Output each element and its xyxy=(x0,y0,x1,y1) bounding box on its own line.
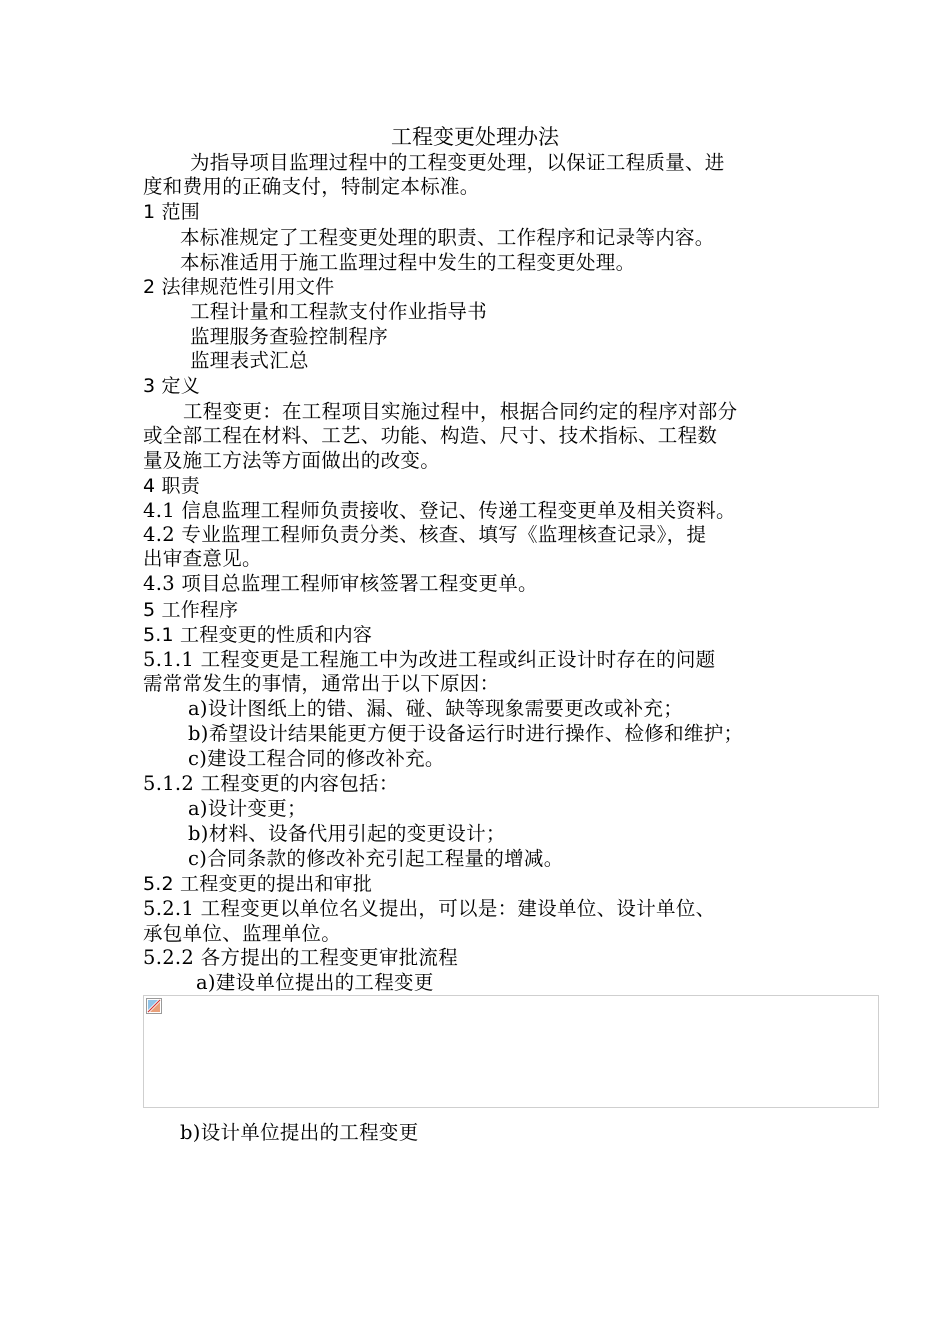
heading-references: 2 法律规范性引用文件 xyxy=(143,276,335,298)
definition-line-3: 量及施工方法等方面做出的改变。 xyxy=(143,449,441,472)
list-item: a)设计变更； xyxy=(188,797,307,820)
document-title: 工程变更处理办法 xyxy=(391,125,559,149)
list-item: b)希望设计结果能更方便于设备运行时进行操作、检修和维护； xyxy=(188,722,744,745)
list-item: b)材料、设备代用引起的变更设计； xyxy=(188,822,506,845)
reference-item: 监理表式汇总 xyxy=(190,349,309,372)
para-5-2-1-line-1: 5.2.1 工程变更以单位名义提出，可以是：建设单位、设计单位、 xyxy=(143,897,716,920)
heading-5-1: 5.1 工程变更的性质和内容 xyxy=(143,624,373,646)
heading-5-2: 5.2 工程变更的提出和审批 xyxy=(143,873,373,895)
para-5-1-1-line-1: 5.1.1 工程变更是工程施工中为改进工程或纠正设计时存在的问题 xyxy=(143,648,716,671)
scope-line-2: 本标准适用于施工监理过程中发生的工程变更处理。 xyxy=(180,251,636,274)
list-item: c)建设工程合同的修改补充。 xyxy=(188,747,445,770)
heading-scope: 1 范围 xyxy=(143,201,200,223)
subitem-b: b)设计单位提出的工程变更 xyxy=(180,1121,419,1144)
para-5-1-1-line-2: 需常常发生的事情，通常出于以下原因： xyxy=(143,672,500,695)
broken-image-icon xyxy=(146,998,162,1014)
subitem-a: a)建设单位提出的工程变更 xyxy=(196,971,434,994)
scope-line-1: 本标准规定了工程变更处理的职责、工作程序和记录等内容。 xyxy=(180,226,715,249)
reference-item: 工程计量和工程款支付作业指导书 xyxy=(190,300,488,323)
list-item: c)合同条款的修改补充引起工程量的增减。 xyxy=(188,847,564,870)
duty-4-1: 4.1 信息监理工程师负责接收、登记、传递工程变更单及相关资料。 xyxy=(143,499,736,522)
intro-line-1: 为指导项目监理过程中的工程变更处理，以保证工程质量、进 xyxy=(190,151,725,174)
heading-procedure: 5 工作程序 xyxy=(143,599,239,621)
para-5-2-2: 5.2.2 各方提出的工程变更审批流程 xyxy=(143,946,459,969)
list-item: a)设计图纸上的错、漏、碰、缺等现象需要更改或补充； xyxy=(188,697,684,720)
duty-4-2-line-2: 出审查意见。 xyxy=(143,547,262,570)
para-5-1-2: 5.1.2 工程变更的内容包括： xyxy=(143,772,399,795)
heading-definition: 3 定义 xyxy=(143,375,200,397)
definition-line-1: 工程变更：在工程项目实施过程中，根据合同约定的程序对部分 xyxy=(183,400,738,423)
para-5-2-1-line-2: 承包单位、监理单位。 xyxy=(143,922,342,945)
heading-duties: 4 职责 xyxy=(143,475,200,497)
missing-flowchart-image xyxy=(143,995,879,1108)
duty-4-2-line-1: 4.2 专业监理工程师负责分类、核查、填写《监理核查记录》，提 xyxy=(143,523,707,546)
reference-item: 监理服务查验控制程序 xyxy=(190,325,389,348)
intro-line-2: 度和费用的正确支付，特制定本标准。 xyxy=(143,175,480,198)
definition-line-2: 或全部工程在材料、工艺、功能、构造、尺寸、技术指标、工程数 xyxy=(143,424,718,447)
duty-4-3: 4.3 项目总监理工程师审核签署工程变更单。 xyxy=(143,572,538,595)
